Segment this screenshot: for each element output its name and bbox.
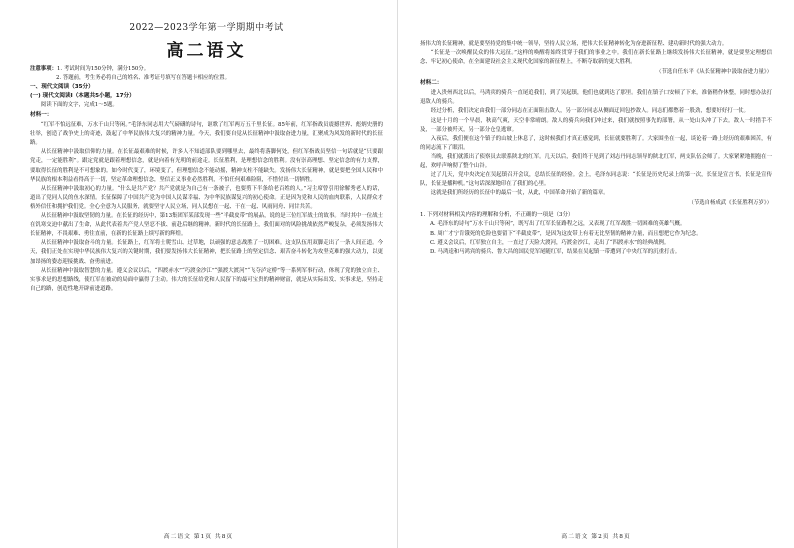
paragraph: “长征是一次唤醒民众的伟大远征。”这样的唤醒将始终贯穿于我们的事业之中。我们在新长征路上继续发扬伟大长征精神，就是要坚定理想信念、牢记初心使命，在全面建设社会主义现代化国家的新征程上，不断夺取新的更大胜利。 — [420, 50, 772, 66]
option-d: D. 马鸿逵和马鸿宾的骑兵、鲁大昌的国民党军尾随红军，结果在吴起镇一带遭到了中央红军的沉重打击。 — [430, 248, 681, 255]
paragraph: 进入贵州西北以后，马鸿宾的骑兵一直尾追我们，到了吴起镇，他们也就到达了那里。我们在镇子口安顿了下来，准备稍作休整，同时想办法打退敌人的骑兵。 — [420, 90, 772, 106]
paragraph: 过了几天，党中央决定在吴起镇召开会议，总结长征的经验。会上，毛泽东同志说：“长征是历史纪录上的第一次，长征是宣言书，长征是宣传队，长征是播种机。”这句话深深地印在了我们的心里。 — [420, 172, 772, 188]
paragraph: 当晚，我们就派出了侦察员去联系陕北的红军。几天以后，我们终于见到了刘志丹同志领导的陕北红军，两支队伍会师了。大家紧紧地拥抱在一起，欢呼声响彻了整个山谷。 — [420, 153, 772, 170]
subsection-heading: (一) 现代文阅读Ⅰ（本题共5小题，17分） — [30, 93, 135, 99]
paragraph: 这就是我们所经历的长征中的最后一仗，从此，中国革命开始了新的篇章。 — [430, 190, 609, 197]
notice-item-1: 1. 考试时间为150分钟，满分150分。 — [56, 66, 150, 72]
notice-head: 注意事项： — [30, 66, 57, 72]
paragraph: “红军不怕远征难，万水千山只等闲。”毛泽东同志用大气磅礴的诗句，讴歌了红军两万五千里长征。85年前，红军指战员震撼世界、彪炳史册的壮举，创造了战争史上的奇迹，鼓起了中华民族伟大复兴的精神力量。今天，我们要自觉从长征精神中汲取奋进力量，汇聚成为风发的新时代的长征路。 — [30, 122, 383, 147]
source-note: （节选自任东平《从长征精神中汲取奋进力量》） — [656, 69, 772, 76]
instruction: 阅读下面的文字，完成1～5题。 — [40, 102, 118, 108]
question-stem: 1. 下列对材料相关内容的理解和分析，不正确的一项是（3分） — [420, 212, 574, 219]
paragraph: 从长征精神中汲取信仰的力量。在长征最艰难的时候，许多人不知道部队要到哪里去，最终将落脚何处，但红军指战员坚信一句话就是“只要跟党走，一定能胜利”。跟定党就是跟着理想信念，就是向着有光明的前途走。长征胜利，是理想信念的胜利。没有崇高理想、坚定信念的有力支撑，要取得长征的胜利是不可想象的。如今时代变了，环境变了，但理想信念不能动摇，精神支柱不能缺失。发扬伟大长征精神，就是要把全国人民和中华民族的根本利益看得高于一切，坚定革命理想信念，坚信正义事业必然胜利，不怕任何艰难险阻，不惜付出一切牺牲。 — [30, 149, 383, 183]
page-footer: 高二语文 第2页 共8页 — [561, 534, 631, 540]
section-heading: 一、现代文阅读（35分） — [30, 84, 94, 90]
paragraph: 经过分析，我们决定由我们一部分同志在正面阻击敌人，另一部分同志从侧面迂回包抄敌人。同志们都憋着一股劲，想要好好打一仗。 — [430, 108, 749, 115]
paragraph: 扬伟大的长征精神，就是要坚持党的集中统一领导，坚持人民立场，把伟大长征精神转化为奋进新征程、建功新时代的强大动力。 — [420, 41, 728, 47]
page-footer: 高二语文 第1页 共8页 — [163, 534, 234, 540]
subject-title: 高二语文 — [166, 41, 247, 61]
option-b: B. 周广才宁肯饿死的危险也要留下“半截皮带”，是因为这皮带上有着无比坚韧的精神力量，而且想把它作为纪念。 — [430, 230, 702, 237]
paragraph: 这是十月的一个早晨，秋高气爽，天空非常晴朗。敌人的骑兵向我们冲过来，我们就按照事先的部署，从一处山头冲了下去。敌人一时措手不及，一部分被歼灭，另一部分仓皇逃窜。 — [420, 117, 772, 133]
paragraph: 从长征精神中汲取初心的力量。“什么是共产党？共产党就是为自己有一条被子，也要剪下半条给老百姓的人。”习主席曾引用徐解秀老人的话，道出了党同人民的鱼水深情。长征保障了中国共产党为中国人民谋幸福、为中华民族谋复兴的初心使命。正是因为党和人民的血肉联系，人民群众才格外信任和拥护我们党。全心全意为人民服务，就要坚守人民立场，同人民想在一起、干在一起、风雨同舟、同甘共苦。 — [30, 185, 383, 210]
notice-item-2: 2. 答题前，考生务必将自己的姓名、准考证号填写在答题卡相应的位置。 — [56, 75, 230, 81]
source-note: （节选自杨成武《长征胜利万岁》） — [688, 200, 772, 207]
paragraph: 从长征精神中汲取奋斗的力量。长征路上，红军将士爬雪山、过草地，以顽强的意志战胜了一切困难。这支队伍用双脚走出了一条人间正道。今天，我们正处在实现中华民族伟大复兴的关键时期，我们要发扬伟大长征精神，把长征路上的坚定信念、艰苦奋斗转化为攻坚克难的强大动力，以更加昂扬的姿态迎接挑战、奋勇前进。 — [30, 240, 383, 265]
exam-title: 2022—2023学年第一学期期中考试 — [129, 23, 284, 33]
notice — [30, 65, 383, 83]
option-c: C. 遵义会议后，红军独立自主，一直过了天险大渡河，巧渡金沙江，走出了“四渡赤水”的经典战例。 — [430, 239, 670, 246]
paragraph: 入夜后，我们便在这个镇子的山坡上休息了，这时候我们才真正感觉到，长征就要胜利了。大家围坐在一起，谈论着一路上经历的艰难困苦，有的同志流下了眼泪。 — [420, 135, 772, 151]
material-2-label: 材料二： — [420, 80, 443, 87]
paragraph: 从长征精神中汲取智慧的力量。遵义会议以后，“四渡赤水”“巧渡金沙江”“强渡大渡河”“飞夺泸定桥”等一系列军事行动，体现了党的独立自主、实事求是的思想路线，使红军在被动的局面中赢得了主动。伟大的长征给党和人民留下的最可宝贵的精神财富，就是从实际出发、实事求是，坚持走自己的路，创造性地开辟前进道路。 — [30, 267, 383, 292]
paragraph: 从长征精神中汲取坚韧的力量。在长征的经历中，第13集团军某部发现一些“半截皮带”的展品，说的是三位红军战士的故事。当时其中一位战士在饥寒交迫中献出了生命，从此代表着共产党人坚忍不拔、前赴后继的精神。新时代的长征路上，我们面对的风险挑战依然严峻复杂，必须发扬伟大长征精神，不畏艰难、勇往直前，在新的长征路上续写新的辉煌。 — [30, 213, 383, 238]
option-a: A. 毛泽东的诗句“万水千山只等闲”，既写出了红军长征路程之远，又表现了红军战胜一切困难的英雄气概。 — [430, 221, 686, 228]
page-right — [397, 0, 794, 548]
material-1-label: 材料一： — [30, 112, 53, 119]
